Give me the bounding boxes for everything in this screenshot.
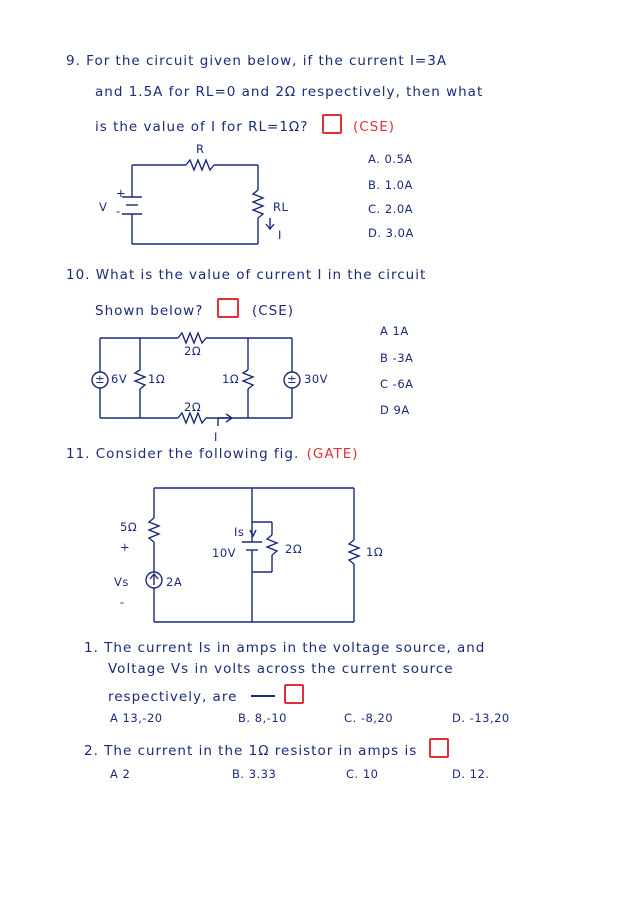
q11-sub1-option-a: A 13,-20 — [110, 711, 163, 725]
q10-option-c: C -6A — [380, 377, 414, 391]
q11-sub2-option-c: C. 10 — [346, 767, 379, 781]
q10-src1-sign: ± — [95, 372, 106, 386]
q10-label-bot-res: 2Ω — [184, 400, 202, 414]
q9-option-a: A. 0.5A — [368, 152, 413, 166]
q11-label-r5: 5Ω — [120, 520, 138, 534]
q10-option-d: D 9A — [380, 403, 410, 417]
answer-blank-line — [251, 695, 275, 697]
q9-resistor-rl — [253, 190, 263, 218]
q11-sub1-line3 — [108, 684, 304, 705]
q11-resistor-2ohm — [267, 535, 277, 555]
q11-sub1-line3-text: respectively, are — [108, 689, 238, 705]
q11-sub2-option-b: B. 3.33 — [232, 767, 277, 781]
q11-label-vs: Vs — [114, 575, 129, 589]
q10-label-mid-res: 1Ω — [222, 372, 240, 386]
q9-line1: 9. For the circuit given below, if the current I=3A — [66, 53, 448, 69]
q11-line1-text: 11. Consider the following fig. — [66, 446, 300, 462]
q9-line3-text: is the value of I for RL=1Ω? — [95, 119, 309, 135]
q10-label-i: I — [214, 430, 218, 444]
q9-label-v: V — [99, 200, 108, 214]
q11-sub2-option-d: D. 12. — [452, 767, 490, 781]
q9-circuit — [122, 160, 274, 244]
q10-resistor-bottom — [178, 413, 206, 423]
q10-label-top-res: 2Ω — [184, 344, 202, 358]
q11-label-r1: 1Ω — [366, 545, 384, 559]
q9-option-d: D. 3.0A — [368, 226, 414, 240]
q10-line2 — [95, 298, 294, 319]
q11-sub1-option-b: B. 8,-10 — [238, 711, 287, 725]
q11-label-v10: 10V — [212, 546, 237, 560]
q11-resistor-1ohm — [349, 540, 359, 564]
q11-sub2-line1 — [84, 738, 449, 759]
q10-label-src2: 30V — [304, 372, 329, 386]
q11-sub1-line2: Voltage Vs in volts across the current source — [108, 661, 454, 677]
answer-bracket — [284, 684, 304, 704]
q9-label-r: R — [196, 142, 205, 156]
q11-resistor-5ohm — [149, 518, 159, 542]
q11-line1 — [66, 446, 359, 462]
answer-bracket — [429, 738, 449, 758]
q11-label-cs: 2A — [166, 575, 183, 589]
q10-src2-sign: ± — [287, 372, 298, 386]
answer-bracket — [217, 298, 239, 318]
q11-label-is: Is — [234, 525, 245, 539]
q10-line1: 10. What is the value of current I in the circuit — [66, 267, 427, 283]
q10-resistor-left — [135, 370, 145, 389]
q10-tag: (CSE) — [251, 303, 295, 319]
q11-circuit — [146, 488, 359, 622]
q11-label-r2: 2Ω — [285, 542, 303, 556]
q10-option-b: B -3A — [380, 351, 414, 365]
q11-label-plus: + — [120, 540, 131, 554]
q9-battery-minus: - — [116, 204, 121, 218]
q9-option-b: B. 1.0A — [368, 178, 413, 192]
q9-label-rl: RL — [273, 200, 289, 214]
q9-line2: and 1.5A for RL=0 and 2Ω respectively, then what — [95, 84, 484, 100]
q11-sub1-option-c: C. -8,20 — [344, 711, 394, 725]
q10-resistor-mid — [243, 370, 253, 389]
q11-label-minus: - — [120, 595, 125, 609]
q9-label-i: I — [278, 228, 282, 242]
q10-label-src1: 6V — [111, 372, 128, 386]
q10-option-a: A 1A — [380, 324, 409, 338]
q11-sub2-line1-text: 2. The current in the 1Ω resistor in amps is — [84, 743, 418, 759]
q10-label-left-res: 1Ω — [148, 372, 166, 386]
q11-tag: (GATE) — [306, 446, 359, 462]
q11-sub2-option-a: A 2 — [110, 767, 131, 781]
q10-resistor-top — [178, 333, 206, 343]
q9-option-c: C. 2.0A — [368, 202, 413, 216]
q9-battery-plus: + — [116, 186, 127, 200]
q9-resistor-r — [186, 160, 214, 170]
q10-line2-text: Shown below? — [95, 303, 204, 319]
q9-tag: (CSE) — [353, 119, 396, 135]
q11-sub1-line1: 1. The current Is in amps in the voltage source, and — [84, 640, 486, 656]
q11-sub1-option-d: D. -13,20 — [452, 711, 510, 725]
